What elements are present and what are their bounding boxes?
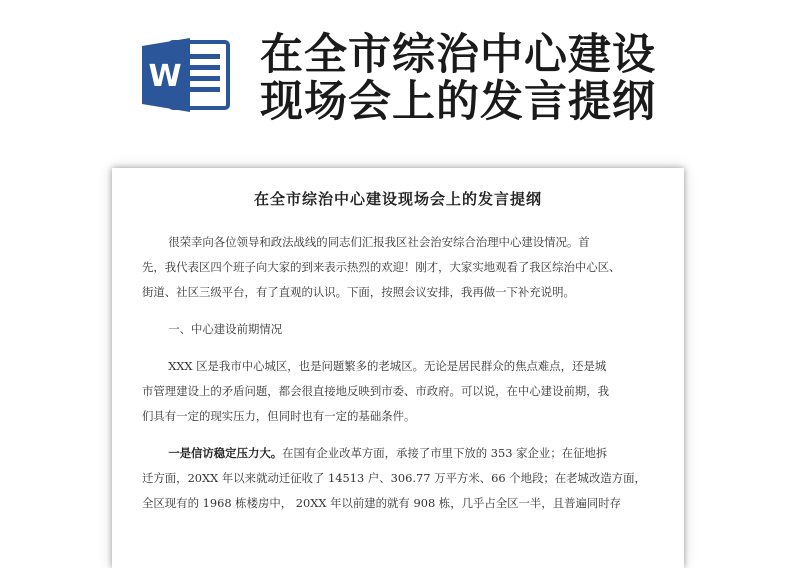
document-body [142, 230, 664, 528]
document-page [112, 168, 684, 568]
paragraph-line [142, 441, 664, 466]
paragraph-line: XXX 区是我市中心城区，也是问题繁多的老城区。无论是居民群众的焦点难点，还是城 [168, 359, 607, 373]
word-document-icon [140, 38, 232, 112]
paragraph-line: 市管理建设上的矛盾问题，都会很直接地反映到市委、市政府。可以说，在中心建设前期，我 [142, 384, 610, 398]
paragraph-line: 街道、社区三级平台，有了直观的认识。下面，按照会议安排，我再做一下补充说明。 [142, 285, 575, 299]
header-banner [0, 0, 800, 150]
paragraph-line-rest: 在国有企业改革方面，承接了市里下放的 353 家企业；在征地拆 [282, 446, 608, 460]
header-title-line-2: 现场会上的发言提纲 [260, 77, 656, 127]
paragraph-line: 先，我代表区四个班子向大家的到来表示热烈的欢迎！刚才，大家实地观看了我区综治中心区、 [142, 260, 621, 274]
paragraph-line: 们具有一定的现实压力，但同时也有一定的基础条件。 [142, 409, 416, 423]
paragraph-petition-pressure [142, 441, 664, 516]
paragraph-background [142, 354, 664, 429]
paragraph-intro [142, 230, 664, 305]
paragraph-line: 很荣幸向各位领导和政法战线的同志们汇报我区社会治安综合治理中心建设情况。首 [168, 235, 590, 249]
document-title: 在全市综治中心建设现场会上的发言提纲 [253, 190, 542, 208]
section-heading [142, 317, 664, 342]
section-heading-text: 一、中心建设前期情况 [168, 322, 283, 336]
header-title [260, 32, 780, 126]
header-title-line-1: 在全市综治中心建设 [260, 30, 656, 80]
paragraph-bold-lead: 一是信访稳定压力大。 [168, 446, 283, 460]
paragraph-line: 全区现有的 1968 栋楼房中， 20XX 年以前建的就有 908 栋，几乎占全区一半，且普遍同时存 [142, 496, 622, 510]
paragraph-line: 迁方面，20XX 年以来就动迁征收了 14513 户、306.77 万平方米、66 个地段；在老城改造方面， [142, 471, 646, 485]
word-icon-letter: W [148, 59, 182, 94]
